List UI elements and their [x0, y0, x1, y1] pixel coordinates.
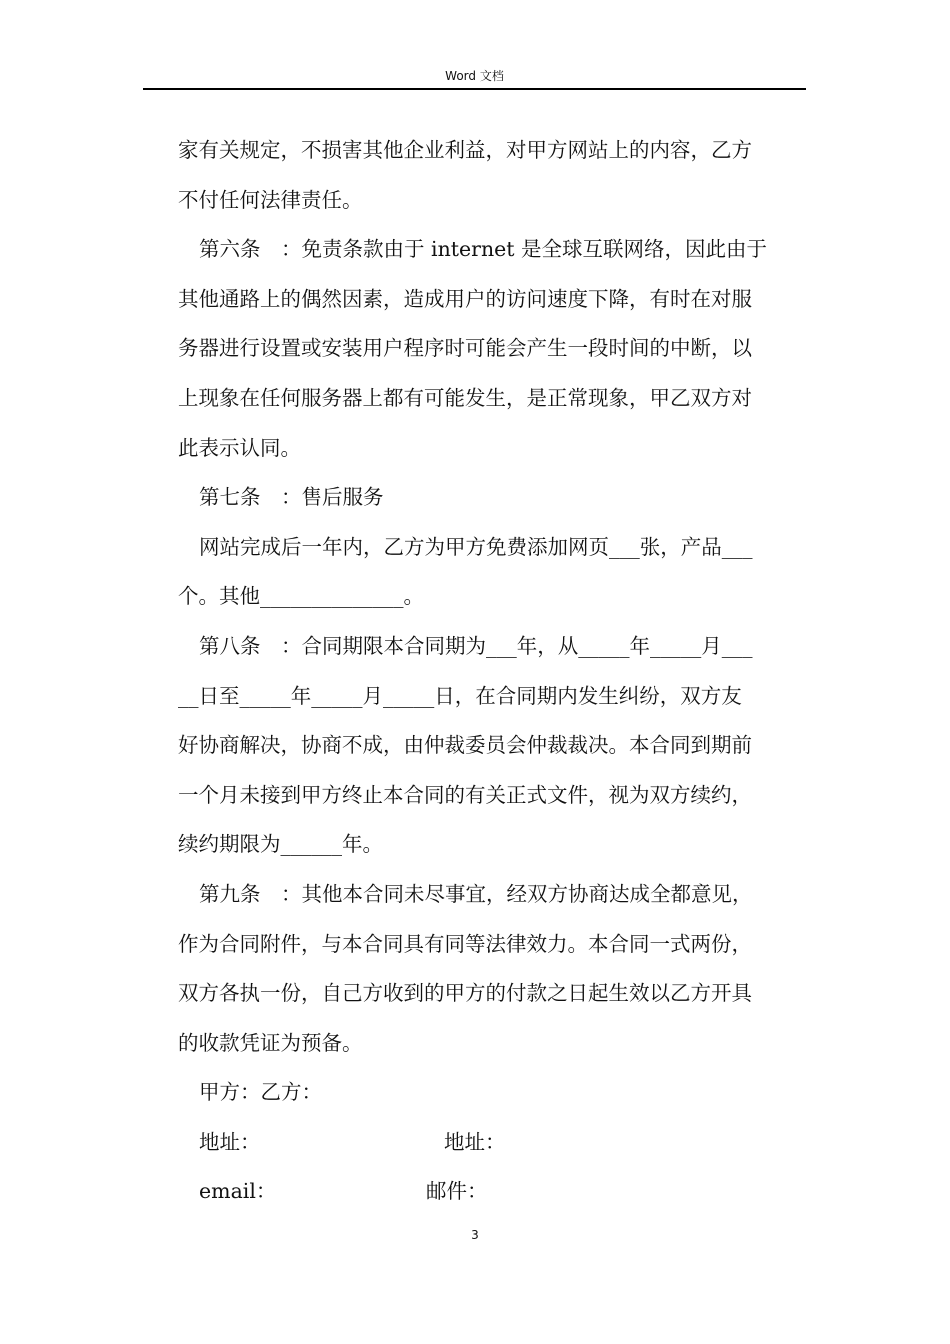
page-number: 3	[471, 1228, 479, 1242]
page-header	[143, 66, 806, 90]
body-line: 双方各执一份，自己方收到的甲方的付款之日起生效以乙方开具	[178, 981, 752, 1006]
body-line: 务器进行设置或安装用户程序时可能会产生一段时间的中断，以	[178, 336, 752, 361]
email-left-label: email：	[199, 1179, 277, 1204]
address-row	[178, 1118, 808, 1168]
body-line: 作为合同附件，与本合同具有同等法律效力。本合同一式两份，	[178, 931, 752, 956]
page-footer	[0, 1228, 950, 1242]
body-line: 此表示认同。	[178, 435, 301, 460]
article-9-heading: 第九条 ：其他本合同未尽事宜，经双方协商达成全都意见，	[199, 881, 753, 906]
body-line: 好协商解决，协商不成，由仲裁委员会仲裁裁决。本合同到期前	[178, 733, 752, 758]
body-line: 不付任何法律责任。	[178, 187, 363, 212]
article-7-heading: 第七条 ：售后服务	[199, 485, 384, 510]
article-8-heading: 第八条 ：合同期限本合同期为___年，从_____年_____月___	[199, 633, 753, 658]
address-right-label: 地址：	[444, 1129, 506, 1154]
body-line: 个。其他______________。	[178, 584, 424, 609]
body-line: 的收款凭证为预备。	[178, 1030, 363, 1055]
body-line: 一个月未接到甲方终止本合同的有关正式文件，视为双方续约，	[178, 782, 752, 807]
email-right-label: 邮件：	[426, 1179, 488, 1204]
body-line: __日至_____年_____月_____日，在合同期内发生纠纷，双方友	[178, 683, 742, 708]
body-line: 家有关规定，不损害其他企业利益，对甲方网站上的内容，乙方	[178, 138, 752, 162]
email-row	[178, 1167, 808, 1217]
body-line: 续约期限为______年。	[178, 832, 383, 857]
header-title: Word 文档	[445, 69, 504, 83]
document-body	[178, 126, 808, 1217]
article-6-heading: 第六条 ：免责条款由于 internet 是全球互联网络，因此由于	[199, 237, 768, 262]
body-line: 上现象在任何服务器上都有可能发生，是正常现象，甲乙双方对	[178, 385, 752, 410]
address-left-label: 地址：	[199, 1129, 261, 1154]
body-line: 网站完成后一年内，乙方为甲方免费添加网页___张，产品___	[199, 534, 753, 559]
body-line: 其他通路上的偶然因素，造成用户的访问速度下降，有时在对服	[178, 286, 752, 311]
party-line: 甲方：乙方：	[199, 1080, 322, 1105]
